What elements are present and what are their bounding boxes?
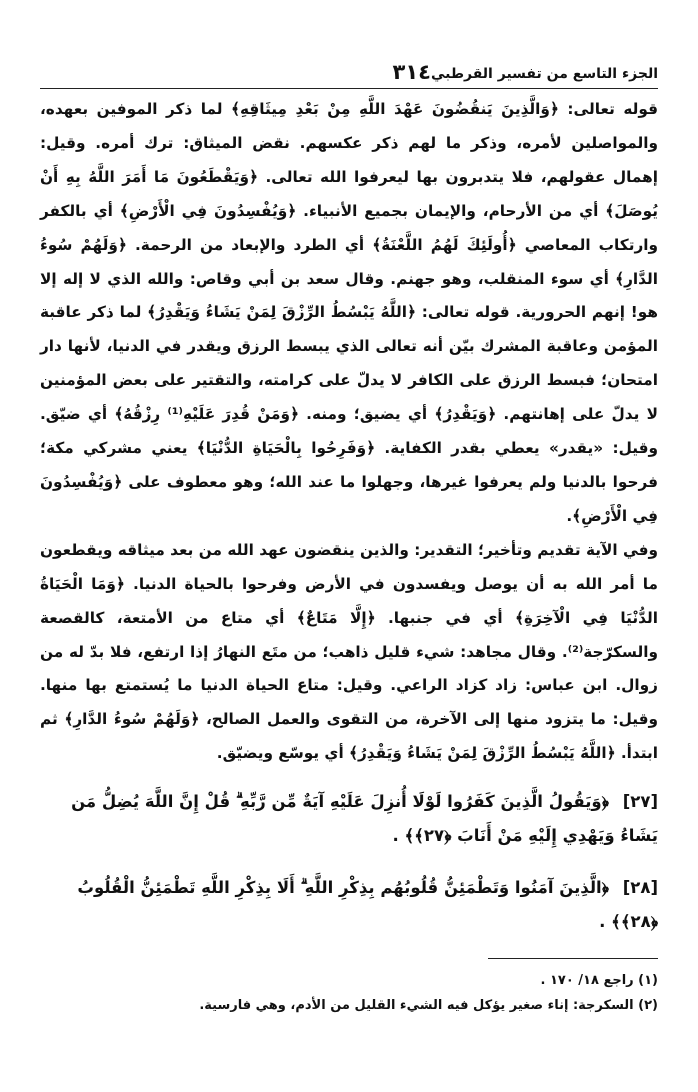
page-number: ٣١٤ bbox=[392, 60, 431, 84]
verse-number: [٢٧] bbox=[622, 792, 658, 812]
verse-text: ﴿الَّذِينَ آمَنُوا وَتَطْمَئِنُّ قُلُوبُهُم بِذِكْرِ اللَّهِ ۗ أَلَا بِذِكْرِ اللَّهِ تَطْمَئِنُّ الْقُلُوبُ ﴿٢٨﴾﴾ . bbox=[77, 878, 658, 932]
footnote-divider bbox=[488, 958, 658, 959]
running-head: الجزء التاسع من تفسير القرطبي bbox=[430, 66, 658, 82]
verse-number: [٢٨] bbox=[622, 878, 658, 898]
commentary-paragraph: وفي الآية تقديم وتأخير؛ التقدير: والذين ينقضون عهد الله من بعد ميثاقه ويقطعون ما أمر الله به أن يوصل ويفسدون في الأرض وفرحوا بالحياة الدنيا. ﴿وَمَا الْحَيَاةُ الدُّنْيَا فِي الْآخِرَةِ﴾ أي في جنبها. ﴿إِلَّا مَتَاعٌ﴾ أي متاع من الأمتعة، كالقصعة والسكرّجة⁽²⁾. وقال مجاهد: شيء قليل ذاهب؛ من متَع النهارُ إذا ارتفع، فلا بدّ له من زوال. ابن عباس: زاد كزاد الراعي. وقيل: متاع الحياة الدنيا ما يُستمتع بها منها. وقيل: ما يتزود منها إلى الآخرة، من التقوى والعمل الصالح، ﴿وَلَهُمْ سُوءُ الدَّارِ﴾ ثم ابتدأ. ﴿اللَّهُ يَبْسُطُ الرِّزْقَ لِمَنْ يَشَاءُ وَيَقْدِرُ﴾ أي يوسّع ويضيّق. bbox=[40, 540, 658, 763]
quran-verse-28 bbox=[40, 871, 658, 939]
page-header bbox=[40, 52, 658, 89]
footnote-2: (٢) السكرجة: إناء صغير يؤكل فيه الشيء القليل من الأدم، وهي فارسية. bbox=[199, 998, 658, 1013]
footnotes bbox=[40, 968, 658, 1018]
commentary-paragraph: قوله تعالى: ﴿وَالَّذِينَ يَنقُضُونَ عَهْدَ اللَّهِ مِنْ بَعْدِ مِيثَاقِهِ﴾ لما ذكر الموفين بعهده، والمواصلين لأمره، وذكر ما لهم ذكر عكسهم. نقض الميثاق: ترك أمره. وقيل: إهمال عقولهم، فلا يتدبرون بها ليعرفوا الله تعالى. ﴿وَيَقْطَعُونَ مَا أَمَرَ اللَّهُ بِهِ أَنْ يُوصَلَ﴾ أي من الأرحام، والإيمان بجميع الأنبياء. ﴿وَيُفْسِدُونَ فِي الْأَرْضِ﴾ أي بالكفر وارتكاب المعاصي ﴿أُولَئِكَ لَهُمُ اللَّعْنَةُ﴾ أي الطرد والإبعاد من الرحمة. ﴿وَلَهُمْ سُوءُ الدَّارِ﴾ أي سوء المنقلب، وهو جهنم. وقال سعد بن أبي وقاص: والله الذي لا إله إلا هو! إنهم الحرورية. قوله تعالى: ﴿اللَّهُ يَبْسُطُ الرِّزْقَ لِمَنْ يَشَاءُ وَيَقْدِرُ﴾ لما ذكر عاقبة المؤمن وعاقبة المشرك بيّن أنه تعالى الذي يبسط الرزق ويقدر في الدنيا، لأنها دار امتحان؛ فبسط الرزق على الكافر لا يدلّ على كرامته، والتقتير على بعض المؤمنين لا يدلّ على إهانتهم. ﴿وَيَقْدِرُ﴾ أي يضيق؛ ومنه. ﴿وَمَنْ قُدِرَ عَلَيْهِ⁽¹⁾ رِزْقُهُ﴾ أي ضيّق. وقيل: «يقدر» يعطي بقدر الكفاية. ﴿وَفَرِحُوا بِالْحَيَاةِ الدُّنْيَا﴾ يعني مشركي مكة؛ فرحوا بالدنيا ولم يعرفوا غيرها، وجهلوا ما عند الله؛ وهو معطوف على ﴿وَيُفْسِدُونَ فِي الْأَرْضِ﴾. bbox=[40, 100, 658, 525]
verse-text: ﴿وَيَقُولُ الَّذِينَ كَفَرُوا لَوْلَا أُنزِلَ عَلَيْهِ آيَةٌ مِّن رَّبِّهِ ۗ قُلْ إِنَّ اللَّهَ يُضِلُّ مَن يَشَاءُ وَيَهْدِي إِلَيْهِ مَنْ أَنَابَ ﴿٢٧﴾﴾ . bbox=[71, 792, 658, 846]
tafsir-body bbox=[40, 93, 658, 771]
footnote-1: (١) راجع ١٨/ ١٧٠ . bbox=[540, 973, 658, 988]
quran-verse-27 bbox=[40, 785, 658, 853]
